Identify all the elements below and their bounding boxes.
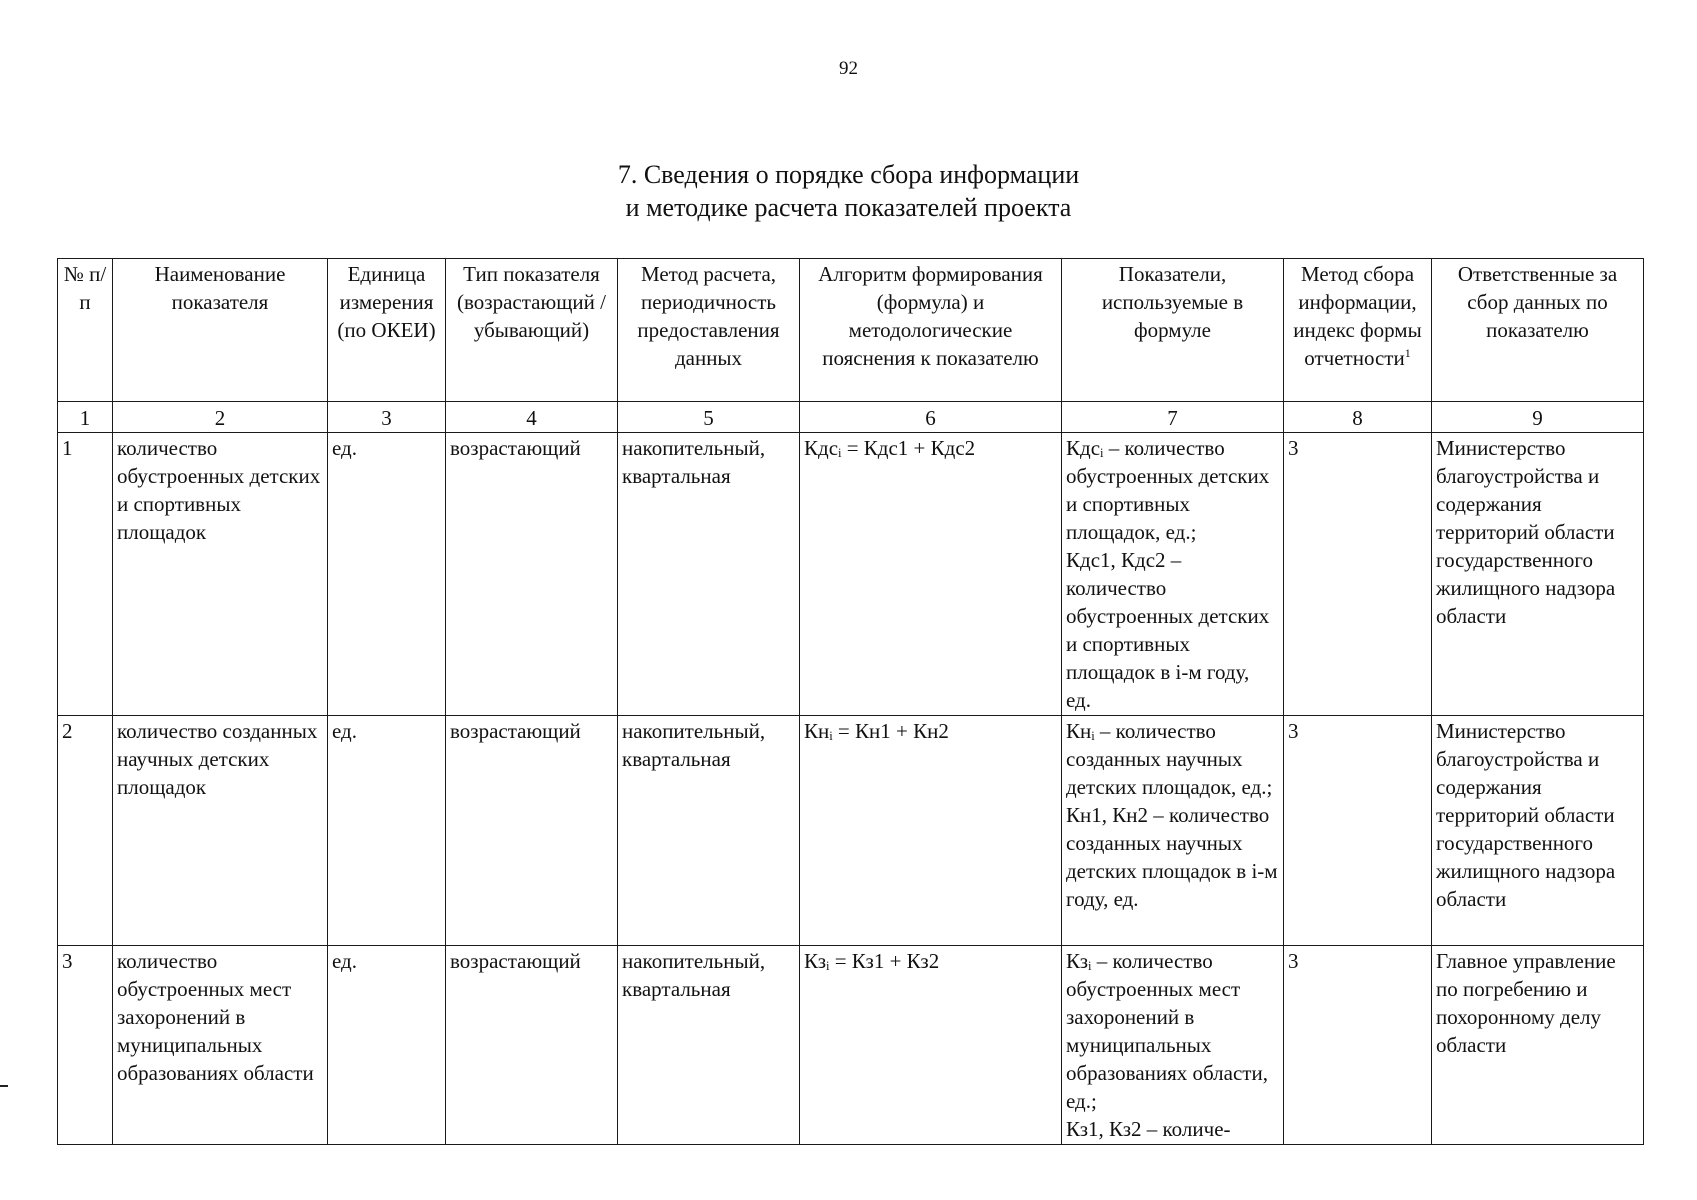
table-row [58,433,1644,716]
header-text: Метод сбора информации, индекс формы отчетности [1293,262,1422,370]
column-number: 6 [800,402,1062,433]
indicator-type: возрастающий [446,716,618,946]
scan-edge-mark [0,1085,8,1087]
column-number-row [58,402,1644,433]
header-cell: Тип показателя (возрастающий / убывающий) [446,259,618,402]
row-number: 3 [58,946,113,1145]
header-cell: № п/п [58,259,113,402]
variable-definition: Кдсᵢ – количество обустроенных детских и спортивных площадок, ед.; [1066,436,1270,544]
calculation-method: накопительный, квартальная [618,716,800,946]
indicator-name: количество обустроенных детских и спортивных площадок [113,433,328,716]
variable-definition: Кн1, Кн2 – количество созданных научных детских площадок в i-м году, ед. [1066,803,1278,911]
column-number: 8 [1284,402,1432,433]
column-number: 7 [1062,402,1284,433]
indicator-formula: Кзᵢ = Кз1 + Кз2 [800,946,1062,1145]
header-cell [1284,259,1432,402]
indicator-formula: Кдсᵢ = Кдс1 + Кдс2 [800,433,1062,716]
indicators-table [57,258,1644,1145]
responsible-body: Министерство благоустройства и содержания территорий области государственного жилищного надзора области [1432,716,1644,946]
row-number: 2 [58,716,113,946]
indicator-name: количество созданных научных детских площадок [113,716,328,946]
title-line-1: 7. Сведения о порядке сбора информации [617,160,1080,189]
variable-definition: Кз1, Кз2 – количе- [1066,1117,1231,1141]
collection-method: 3 [1284,433,1432,716]
table-row [58,946,1644,1145]
table-row [58,716,1644,946]
indicator-unit: ед. [328,946,446,1145]
section-title [0,158,1697,224]
indicator-unit: ед. [328,433,446,716]
responsible-body: Главное управление по погребению и похоронному делу области [1432,946,1644,1145]
collection-method: 3 [1284,946,1432,1145]
header-cell: Ответственные за сбор данных по показателю [1432,259,1644,402]
column-number: 1 [58,402,113,433]
row-number: 1 [58,433,113,716]
collection-method: 3 [1284,716,1432,946]
column-number: 3 [328,402,446,433]
header-cell: Единица измерения (по ОКЕИ) [328,259,446,402]
header-cell: Метод расчета, периодичность предоставления данных [618,259,800,402]
header-cell: Наименование показателя [113,259,328,402]
variable-definition: Кнᵢ – количество созданных научных детских площадок, ед.; [1066,719,1273,799]
footnote-mark: 1 [1404,346,1411,360]
calculation-method: накопительный, квартальная [618,946,800,1145]
header-cell: Алгоритм формирования (формула) и методологические пояснения к показателю [800,259,1062,402]
indicator-type: возрастающий [446,433,618,716]
header-row [58,259,1644,402]
column-number: 2 [113,402,328,433]
column-number: 4 [446,402,618,433]
title-line-2: и методике расчета показателей проекта [625,193,1072,222]
formula-variables [1062,946,1284,1145]
column-number: 5 [618,402,800,433]
indicator-type: возрастающий [446,946,618,1145]
header-cell: Показатели, используемые в формуле [1062,259,1284,402]
variable-definition: Кзᵢ – количество обустроенных мест захоронений в муниципальных образованиях области, ед.; [1066,949,1268,1113]
column-number: 9 [1432,402,1644,433]
page-number: 92 [839,58,858,79]
formula-variables [1062,433,1284,716]
calculation-method: накопительный, квартальная [618,433,800,716]
variable-definition: Кдс1, Кдс2 – количество обустроенных детских и спортивных площадок в i-м году, ед. [1066,548,1270,712]
indicator-name: количество обустроенных мест захоронений в муниципальных образованиях области [113,946,328,1145]
indicator-unit: ед. [328,716,446,946]
formula-variables [1062,716,1284,946]
responsible-body: Министерство благоустройства и содержания территорий области государственного жилищного надзора области [1432,433,1644,716]
indicator-formula: Кнᵢ = Кн1 + Кн2 [800,716,1062,946]
